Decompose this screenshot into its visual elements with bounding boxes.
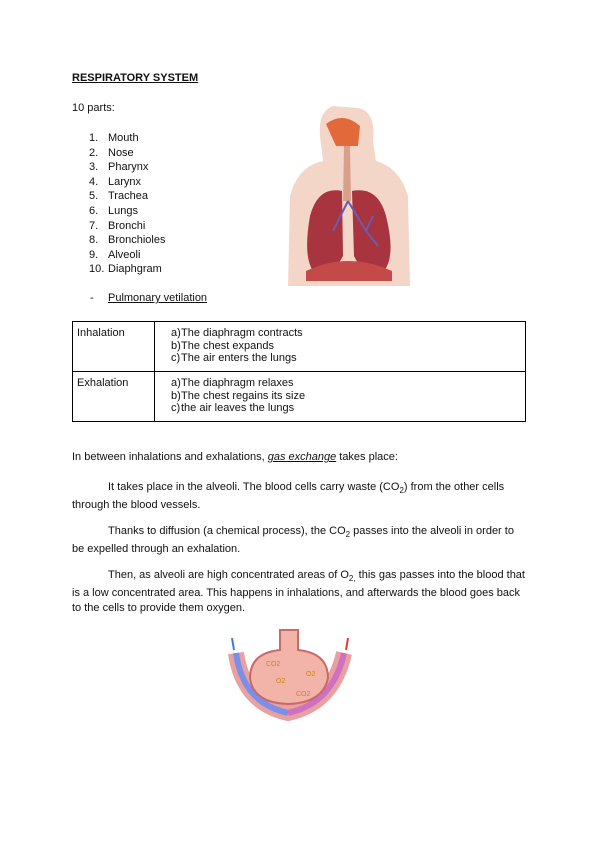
paragraph: Thanks to diffusion (a chemical process), the $CO_2$ passes into the alveoli in order to be expelled through an exhalation. — [72, 525, 514, 556]
list-item: a) The diaphragm relaxes — [171, 377, 294, 389]
co2-label: CO2 — [266, 661, 281, 668]
list-item: a) The diaphragm contracts — [171, 327, 303, 339]
list-item: 4. Larynx — [89, 175, 142, 188]
ventilation-table — [72, 321, 526, 422]
row-header: Inhalation — [73, 322, 155, 372]
co2-label: CO2 — [296, 691, 311, 698]
table-row — [73, 322, 526, 372]
list-item: c) the air leaves the lungs — [171, 402, 295, 414]
list-item: 8. Bronchioles — [89, 234, 166, 247]
list-item: 7. Bronchi — [89, 219, 146, 232]
pulmonary-ventilation-heading: - Pulmonary vetilation — [90, 292, 208, 304]
o2-label: O2 — [276, 678, 286, 685]
list-item: 9. Alveoli — [89, 248, 141, 261]
intro-paragraph: In between inhalations and exhalations, gas exchange takes place: — [72, 451, 398, 463]
paragraph: It takes place in the alveoli. The blood cells carry waste $(CO_2)$ from the other cells through the blood vessels. — [72, 481, 505, 512]
row-header: Exhalation — [73, 372, 155, 422]
respiratory-system-illustration — [288, 106, 410, 286]
page-title: RESPIRATORY SYSTEM — [72, 72, 199, 84]
parts-label: 10 parts: — [72, 102, 115, 114]
list-item: 2. Nose — [89, 146, 134, 159]
list-item: 10. Diaphgram — [89, 263, 162, 276]
list-item: 3. Pharynx — [89, 161, 149, 174]
table-row — [73, 372, 526, 422]
list-item: 1. Mouth — [89, 132, 139, 144]
o2-label: O2 — [306, 671, 316, 678]
alveolus-gas-exchange-diagram — [228, 628, 352, 728]
list-item: c) The air enters the lungs — [171, 352, 297, 364]
list-item: 5. Trachea — [89, 190, 148, 203]
parts-list — [72, 131, 165, 277]
list-item: b) The chest regains its size — [171, 389, 306, 402]
list-item: 6. Lungs — [89, 204, 138, 217]
paragraph: Then, as alveoli are high concentrated areas of $O_{2,}$ this gas passes into the blood that is a low concentrated area. This happens in inhalations, and afterwards the blood goes back to the cells to provide them oxygen. — [72, 569, 525, 615]
list-item: b) The chest expands — [171, 339, 274, 352]
